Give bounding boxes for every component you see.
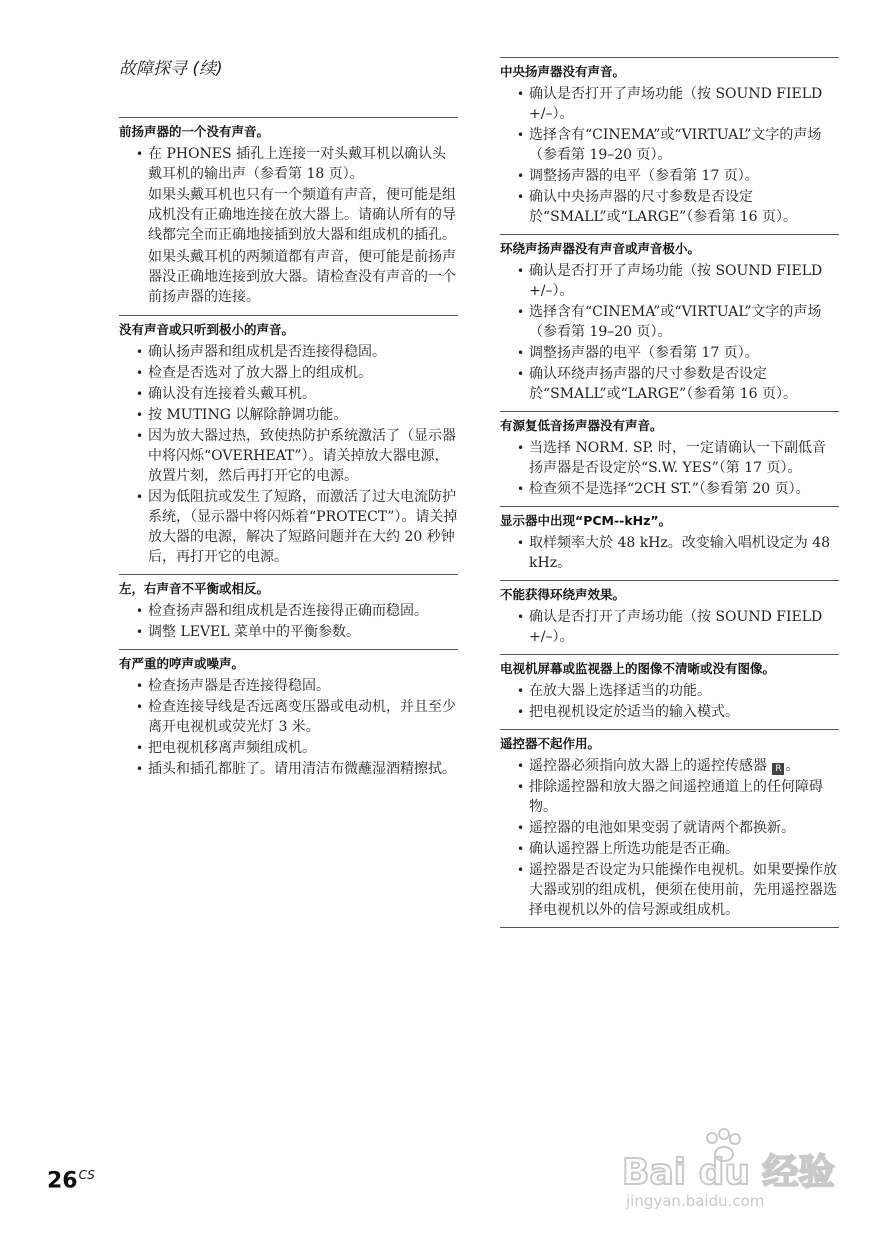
list-item: • 调整 LEVEL 菜单中的平衡参数。 <box>119 622 458 642</box>
watermark-url: jingyan.baidu.com <box>626 1192 765 1210</box>
list-item: • 检查须不是选择“2CH ST.”（参看第 20 页）。 <box>500 479 839 499</box>
note-paragraph: 如果头戴耳机的两频道都有声音，便可能是前扬声器没正确地连接到放大器。请检查没有声音的一个前扬声器的连接。 <box>148 249 456 305</box>
list-item: • 遥控器是否设定为只能操作电视机。如果要操作放大器或别的组成机，便须在使用前，先用遥控器选择电视机以外的信号源或组成机。 <box>500 860 839 920</box>
section-title: 显示器中出现“PCM--kHz”。 <box>500 513 672 528</box>
list-item: • 确认是否打开了声场功能（按 SOUND FIELD +/–）。 <box>500 261 839 301</box>
list-item <box>500 756 839 776</box>
section-title: 中央扬声器没有声音。 <box>500 64 626 79</box>
section-title: 有严重的哼声或噪声。 <box>119 656 245 671</box>
baidu-watermark-logo <box>604 1128 844 1218</box>
list-item: • 确认遥控器上所选功能是否正确。 <box>500 839 839 859</box>
list-item: • 检查扬声器和组成机是否连接得正确而稳固。 <box>119 601 458 621</box>
list-item: • 把电视机移离声频组成机。 <box>119 738 458 758</box>
list-item: • 确认没有连接着头戴耳机。 <box>119 384 458 404</box>
list-item: • 检查是否选对了放大器上的组成机。 <box>119 363 458 383</box>
list-item: • 调整扬声器的电平（参看第 17 页）。 <box>500 343 839 363</box>
watermark-logo-text: Bai du 经验 <box>622 1152 835 1193</box>
list-item: • 插头和插孔都脏了。请用清洁布微蘸湿酒精擦拭。 <box>119 759 458 779</box>
list-item: • 确认环绕声扬声器的尺寸参数是否设定於“SMALL”或“LARGE”（参看第 16 页）。 <box>500 364 839 404</box>
section-title: 没有声音或只听到极小的声音。 <box>119 322 295 337</box>
page-number <box>47 1168 95 1193</box>
list-item: • 确认扬声器和组成机是否连接得稳固。 <box>119 342 458 362</box>
section-subwoofer <box>500 412 839 507</box>
section-title: 不能获得环绕声效果。 <box>500 587 626 602</box>
list-item: • 取样频率大於 48 kHz。改变输入唱机设定为 48 kHz。 <box>500 533 839 573</box>
section-surround-effect <box>500 581 839 655</box>
list-item: • 确认中央扬声器的尺寸参数是否设定於“SMALL”或“LARGE”（参看第 16 页）。 <box>500 187 839 227</box>
list-item: • 在放大器上选择适当的功能。 <box>500 681 839 701</box>
note-paragraph: 如果头戴耳机也只有一个频道有声音，便可能是组成机没有正确地连接在放大器上。请确认所有的导线都完全而正确地接插到放大器和组成机的插孔。 <box>148 187 456 243</box>
list-item: • 把电视机设定於适当的输入模式。 <box>500 702 839 722</box>
list-item: • 排除遥控器和放大器之间遥控通道上的任何障碍物。 <box>500 777 839 817</box>
section-tv-image <box>500 655 839 730</box>
section-balance <box>119 575 458 650</box>
list-item: • 遥控器的电池如果变弱了就请两个都换新。 <box>500 818 839 838</box>
page-number-suffix: CS <box>78 1168 95 1182</box>
section-front-speaker <box>119 117 458 316</box>
section-surround-speaker <box>500 235 839 412</box>
section-title: 环绕声扬声器没有声音或声音极小。 <box>500 241 701 256</box>
page-number-value: 26 <box>47 1168 78 1194</box>
list-item: • 选择含有“CINEMA”或“VIRTUAL”文字的声场（参看第 19–20 页）。 <box>500 125 839 165</box>
section-title: 遥控器不起作用。 <box>500 736 601 751</box>
list-item: • 调整扬声器的电平（参看第 17 页）。 <box>500 166 839 186</box>
list-item: • 检查扬声器是否连接得稳固。 <box>119 676 458 696</box>
section-title: 前扬声器的一个没有声音。 <box>119 124 270 139</box>
section-noise <box>119 650 458 779</box>
list-item: • 在 PHONES 插孔上连接一对头戴耳机以确认头戴耳机的输出声（参看第 18 页）。 <box>119 144 458 184</box>
list-item: • 选择含有“CINEMA”或“VIRTUAL”文字的声场（参看第 19–20 页）。 <box>500 302 839 342</box>
section-title: 电视机屏幕或监视器上的图像不清晰或没有图像。 <box>500 661 776 676</box>
list-item: • 因为低阻抗或发生了短路，而激活了过大电流防护系统，（显示器中将闪烁着“PROTECT”）。请关掉放大器的电源，解决了短路问题并在大约 20 秒钟后，再打开它的电源。 <box>119 487 458 567</box>
list-item: • 按 MUTING 以解除静调功能。 <box>119 405 458 425</box>
list-item: • 确认是否打开了声场功能（按 SOUND FIELD +/–）。 <box>500 607 839 647</box>
list-item: • 确认是否打开了声场功能（按 SOUND FIELD +/–）。 <box>500 84 839 124</box>
page-title: 故障探寻 (续) <box>119 59 223 79</box>
section-title: 左，右声音不平衡或相反。 <box>119 581 270 596</box>
section-center-speaker <box>500 57 839 235</box>
left-column <box>119 117 458 780</box>
paw-icon <box>707 1133 717 1143</box>
remote-sensor-icon: R <box>772 763 784 775</box>
section-title: 有源复低音扬声器没有声音。 <box>500 418 663 433</box>
list-item: • 检查连接导线是否远离变压器或电动机，并且至少离开电视机或荧光灯 3 米。 <box>119 697 458 737</box>
list-item-text: 遥控器必须指向放大器上的遥控传感器 <box>529 758 767 774</box>
list-item: • 因为放大器过热，致使热防护系统激活了（显示器中将闪烁“OVERHEAT”）。请关掉放大器电源，放置片刻，然后再打开它的电源。 <box>119 426 458 486</box>
right-column <box>500 57 839 928</box>
list-item: • 当选择 NORM. SP. 时，一定请确认一下副低音扬声器是否设定於“S.W. YES”（第 17 页）。 <box>500 438 839 478</box>
section-no-sound <box>119 316 458 575</box>
section-remote <box>500 730 839 928</box>
list-item-suffix: 。 <box>785 758 800 774</box>
section-pcm <box>500 507 839 581</box>
